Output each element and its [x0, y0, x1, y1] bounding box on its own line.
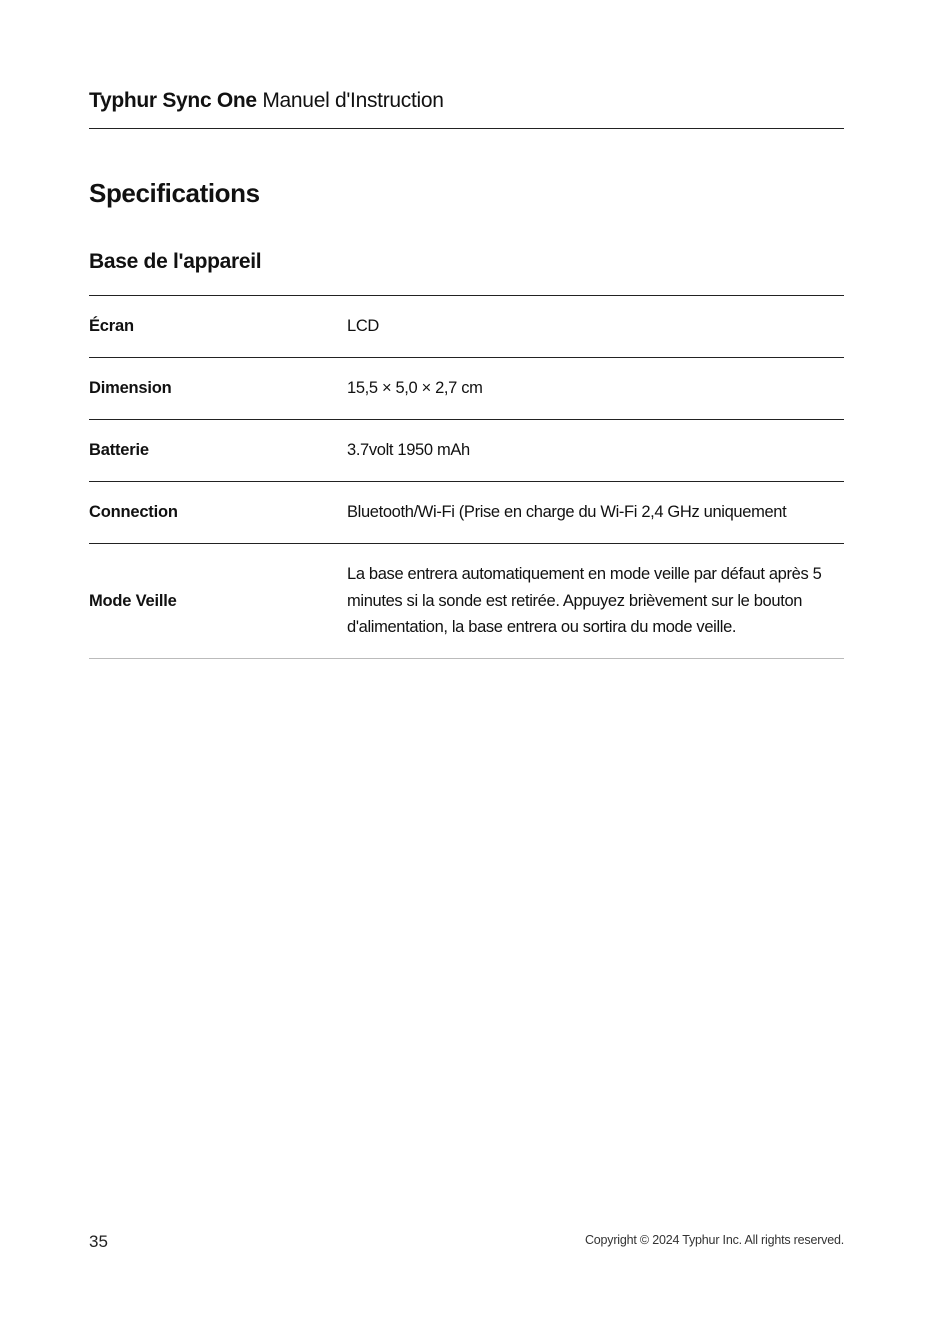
page-header — [89, 86, 844, 116]
page-number: 35 — [89, 1232, 108, 1251]
spec-label: Écran — [89, 317, 134, 335]
spec-row-screen — [89, 296, 844, 358]
spec-row-connection — [89, 482, 844, 544]
spec-value: La base entrera automatiquement en mode veille par défaut après 5 minutes si la sonde est retirée. Appuyez brièvement sur le bouton d'alimentation, la base entrera ou sortira du mode veille. — [347, 565, 822, 637]
spec-label: Batterie — [89, 441, 149, 459]
spec-value: 3.7volt 1950 mAh — [347, 441, 470, 460]
header-divider — [89, 128, 844, 129]
spec-value: Bluetooth/Wi-Fi (Prise en charge du Wi-Fi 2,4 GHz uniquement — [347, 503, 787, 522]
spec-row-standby-mode — [89, 544, 844, 659]
spec-row-dimension — [89, 358, 844, 420]
section-title: Specifications — [89, 178, 260, 208]
spec-value: LCD — [347, 317, 379, 336]
header-brand: Typhur Sync One — [89, 89, 257, 112]
copyright-notice: Copyright © 2024 Typhur Inc. All rights reserved. — [584, 1233, 844, 1247]
header-subtitle: Manuel d'Instruction — [262, 89, 444, 112]
spec-label: Mode Veille — [89, 591, 177, 610]
subsection-title: Base de l'appareil — [89, 250, 262, 273]
spec-value: 15,5 × 5,0 × 2,7 cm — [347, 379, 483, 398]
spec-label: Connection — [89, 503, 178, 521]
spec-row-battery — [89, 420, 844, 482]
spec-table — [89, 295, 844, 659]
spec-label: Dimension — [89, 379, 172, 397]
